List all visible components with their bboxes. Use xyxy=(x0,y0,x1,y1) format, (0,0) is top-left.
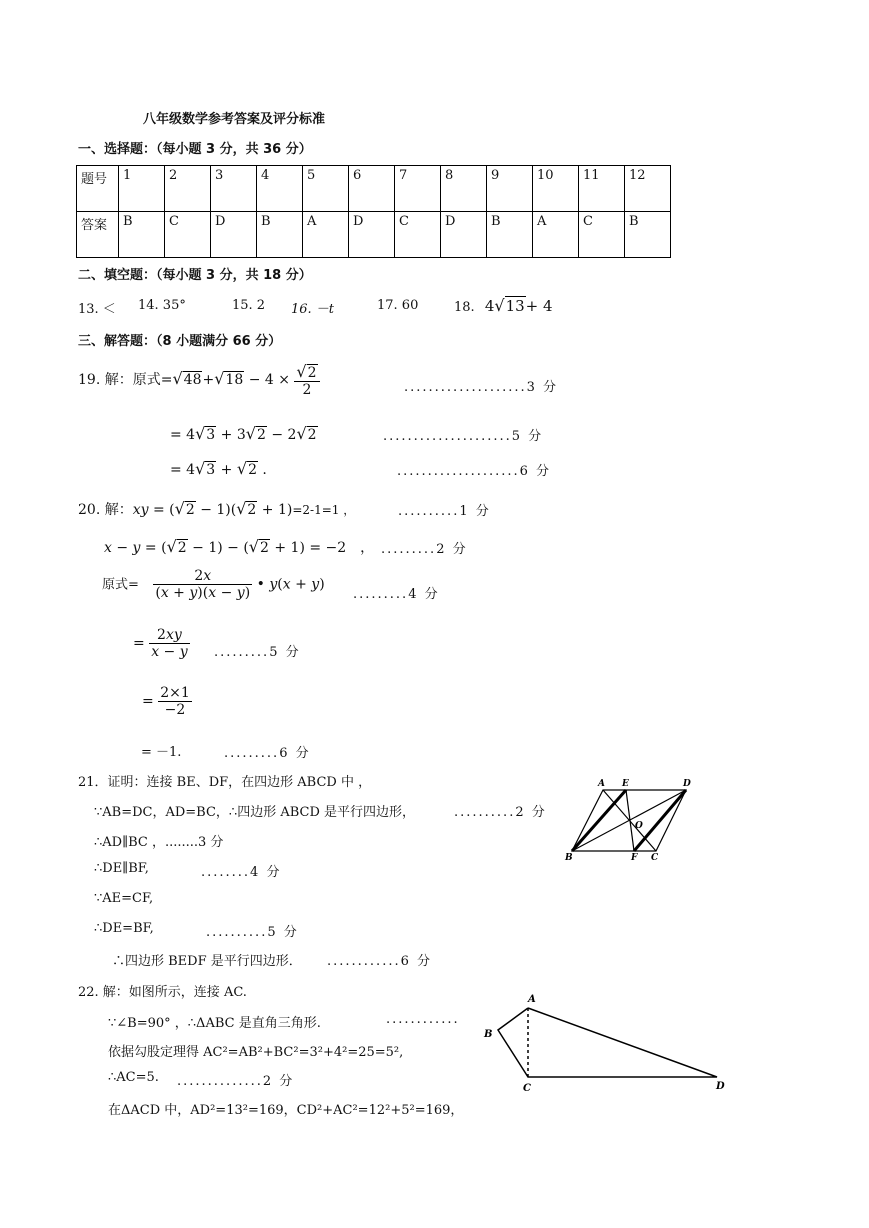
answer-cell: D xyxy=(349,212,395,258)
q19-score3: ....................6 分 xyxy=(397,464,552,479)
q22-line1: 22. 解：如图所示，连接 AC. xyxy=(78,985,247,1000)
row-head-answer: 答案 xyxy=(77,212,119,258)
question-number-cell: 11 xyxy=(579,166,625,212)
q21-line5: ∵AE=CF, xyxy=(94,891,154,906)
section-choice-heading: 一、选择题：（每小题 3 分，共 36 分） xyxy=(78,142,312,157)
fig2-label-d: D xyxy=(716,1081,725,1092)
quadrilateral-figure xyxy=(480,990,730,1095)
fig2-label-a: A xyxy=(528,994,536,1005)
fig1-label-o: O xyxy=(635,821,643,831)
q19-line2: = 4√3 + 3√2 − 2√2 xyxy=(170,424,317,443)
fill-q17: 17. 60 xyxy=(377,298,419,313)
fill-q15: 15. 2 xyxy=(232,298,266,313)
q20-score2: .........2 分 xyxy=(381,542,468,557)
q21-score7: ............6 分 xyxy=(327,954,432,969)
q19-score1: ....................3 分 xyxy=(404,380,559,395)
question-number-cell: 12 xyxy=(625,166,671,212)
q22-line4: ∴AC=5. xyxy=(108,1070,159,1085)
q21-line2: ∵AB=DC，AD=BC，∴四边形 ABCD 是平行四边形， xyxy=(94,805,416,820)
q19-line3: = 4√3 + √2 . xyxy=(170,459,267,478)
q21-line4: ∴DE∥BF, xyxy=(94,861,149,876)
question-number-cell: 9 xyxy=(487,166,533,212)
answer-cell: B xyxy=(487,212,533,258)
answer-cell: C xyxy=(579,212,625,258)
answer-cell: A xyxy=(303,212,349,258)
q20-line1: 20. 解：xy = (√2 − 1)(√2 + 1)=2-1=1 ， xyxy=(78,499,356,518)
table-row-numbers xyxy=(77,166,671,212)
section-solve-heading: 三、解答题：（8 小题满分 66 分） xyxy=(78,334,282,349)
q19-score2: .....................5 分 xyxy=(383,429,544,444)
answer-cell: B xyxy=(625,212,671,258)
q20-score1: ..........1 分 xyxy=(398,504,491,519)
q19-line1: 19. 解：原式=√48+√18 − 4 × $\frac{√2}{2}$ xyxy=(78,362,320,398)
question-number-cell: 5 xyxy=(303,166,349,212)
fill-q13: 13. ＜ xyxy=(78,302,116,317)
q20-score6: .........6 分 xyxy=(224,746,311,761)
q22-score2: ............ xyxy=(386,1012,460,1027)
q22-line3: 依据勾股定理得 AC²=AB²+BC²=3²+4²=25=5², xyxy=(108,1045,404,1060)
parallelogram-figure xyxy=(560,776,705,866)
question-number-cell: 1 xyxy=(119,166,165,212)
q21-line1: 21．证明：连接 BE、DF，在四边形 ABCD 中 ， xyxy=(78,775,372,790)
q21-line6: ∴DE=BF, xyxy=(94,921,154,936)
fill-q16: 16. －t xyxy=(291,302,335,317)
answer-cell: D xyxy=(211,212,257,258)
answer-cell: B xyxy=(257,212,303,258)
q22-score4: ..............2 分 xyxy=(177,1074,295,1089)
question-number-cell: 10 xyxy=(533,166,579,212)
q20-line2: x − y = (√2 − 1) − (√2 + 1) = −2 ， xyxy=(104,537,375,556)
q20-score3: .........4 分 xyxy=(353,587,440,602)
fig1-label-d: D xyxy=(683,779,691,789)
fill-q18-label: 18. xyxy=(454,300,475,315)
q20-line6: = －1. xyxy=(141,745,182,760)
question-number-cell: 3 xyxy=(211,166,257,212)
fig1-label-f: F xyxy=(631,853,638,863)
fill-q18-expr: 4√13+ 4 xyxy=(484,296,553,315)
answer-cell: C xyxy=(165,212,211,258)
answer-cell: C xyxy=(395,212,441,258)
q21-line7: ∴四边形 BEDF 是平行四边形． xyxy=(112,954,302,969)
fig1-label-e: E xyxy=(622,779,629,789)
answer-cell: D xyxy=(441,212,487,258)
q22-line2: ∵∠B=90° ，∴ΔABC 是直角三角形. xyxy=(108,1016,321,1031)
q20-line5: = $\frac{2\times 1}{-2}$ xyxy=(142,685,190,718)
question-number-cell: 4 xyxy=(257,166,303,212)
answer-cell: A xyxy=(533,212,579,258)
fig2-label-b: B xyxy=(484,1029,493,1040)
q21-line3: ∴AD∥BC ，........3 分 xyxy=(94,835,224,850)
q20-line4: = $\frac{2xy}{x - y}$ xyxy=(133,627,188,660)
question-number-cell: 7 xyxy=(395,166,441,212)
section-fill-heading: 二、填空题：（每小题 3 分，共 18 分） xyxy=(78,268,312,283)
fill-q14: 14. 35° xyxy=(138,298,186,313)
answer-cell: B xyxy=(119,212,165,258)
question-number-cell: 6 xyxy=(349,166,395,212)
fig1-label-b: B xyxy=(565,853,573,863)
fig1-label-a: A xyxy=(598,779,605,789)
page-title: 八年级数学参考答案及评分标准 xyxy=(143,112,326,127)
q20-line3: 原式= $\frac{2x}{(x + y)(x - y)}$ • y(x + y) xyxy=(102,568,325,601)
fig2-label-c: C xyxy=(523,1083,531,1094)
q21-score4: ........4 分 xyxy=(201,865,282,880)
question-number-cell: 2 xyxy=(165,166,211,212)
q21-score6: ..........5 分 xyxy=(206,925,299,940)
answer-table xyxy=(76,165,671,258)
q21-score2: ..........2 分 xyxy=(454,805,547,820)
table-row-answers xyxy=(77,212,671,258)
q22-line5: 在ΔACD 中，AD²=13²=169，CD²+AC²=12²+5²=169， xyxy=(108,1103,464,1118)
fill-q18 xyxy=(454,296,553,315)
row-head-number: 题号 xyxy=(77,166,119,212)
question-number-cell: 8 xyxy=(441,166,487,212)
q20-score4: .........5 分 xyxy=(214,645,301,660)
fig1-label-c: C xyxy=(651,853,659,863)
